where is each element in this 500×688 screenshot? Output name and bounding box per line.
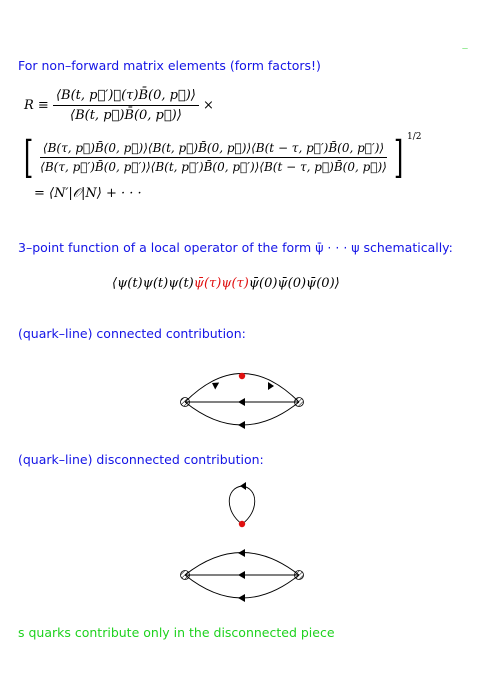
- arrow-upper: [238, 549, 245, 557]
- operator-insertion-dot: [239, 373, 245, 379]
- corner-mark: —: [462, 45, 468, 52]
- source-vertex: [181, 398, 190, 407]
- loop-operator-dot: [239, 521, 245, 527]
- expr-operator: ψ̄(τ)ψ(τ): [193, 276, 249, 291]
- footer-note: s quarks contribute only in the disconnected piece: [18, 625, 335, 640]
- fraction-1-denominator: ⟨B(t, p⃗)B̄(0, p⃗)⟩: [70, 108, 182, 123]
- upper-quark-line: [185, 553, 299, 576]
- right-bracket: ]: [393, 131, 404, 183]
- form-factors-heading: For non–forward matrix elements (form factors!): [18, 58, 321, 73]
- arrow-lower: [238, 421, 245, 429]
- fraction-1-numerator: ⟨B(t, p⃗′)𝒪(τ)B̄(0, p⃗)⟩: [53, 88, 199, 106]
- loop-arrow: [240, 482, 246, 490]
- sink-vertex: [295, 571, 304, 580]
- fraction-2-numerator: ⟨B(τ, p⃗)B̄(0, p⃗)⟩⟨B(t, p⃗)B̄(0, p⃗)⟩⟨B(t − τ, p⃗′)B̄(0, p⃗′)⟩: [40, 141, 387, 158]
- times-sign: ×: [203, 98, 214, 113]
- source-vertex: [181, 571, 190, 580]
- ratio-result: = ⟨N′|𝒪|N⟩ + · · ·: [34, 186, 142, 201]
- ratio-lhs: R ≡: [24, 98, 49, 113]
- lower-quark-line: [185, 575, 299, 598]
- arrow-lower: [238, 594, 245, 602]
- quark-loop: [229, 486, 255, 524]
- arrow-upper-right: [268, 382, 274, 390]
- disconnected-propagator: [181, 549, 304, 602]
- connected-diagram: [181, 373, 304, 429]
- lower-quark-line: [185, 402, 299, 425]
- expr-source: ψ̄(0)ψ̄(0)ψ̄(0)⟩: [248, 276, 340, 291]
- left-bracket: [: [23, 131, 34, 183]
- arrow-upper-left: [210, 380, 219, 390]
- disconnected-loop: [229, 482, 255, 527]
- fraction-2-denominator: ⟨B(τ, p⃗′)B̄(0, p⃗′)⟩⟨B(t, p⃗′)B̄(0, p⃗′)⟩⟨B(t − τ, p⃗)B̄(0, p⃗)⟩: [40, 160, 387, 174]
- three-point-heading: 3–point function of a local operator of the form ψ̄ · · · ψ schematically:: [18, 240, 453, 255]
- expr-sink: ⟨ψ(t)ψ(t)ψ(t): [112, 276, 194, 291]
- disconnected-heading: (quark–line) disconnected contribution:: [18, 452, 264, 467]
- arrow-middle: [238, 398, 245, 406]
- ratio-power: 1/2: [407, 132, 422, 142]
- arrow-middle: [238, 571, 245, 579]
- connected-heading: (quark–line) connected contribution:: [18, 326, 246, 341]
- sink-vertex: [295, 398, 304, 407]
